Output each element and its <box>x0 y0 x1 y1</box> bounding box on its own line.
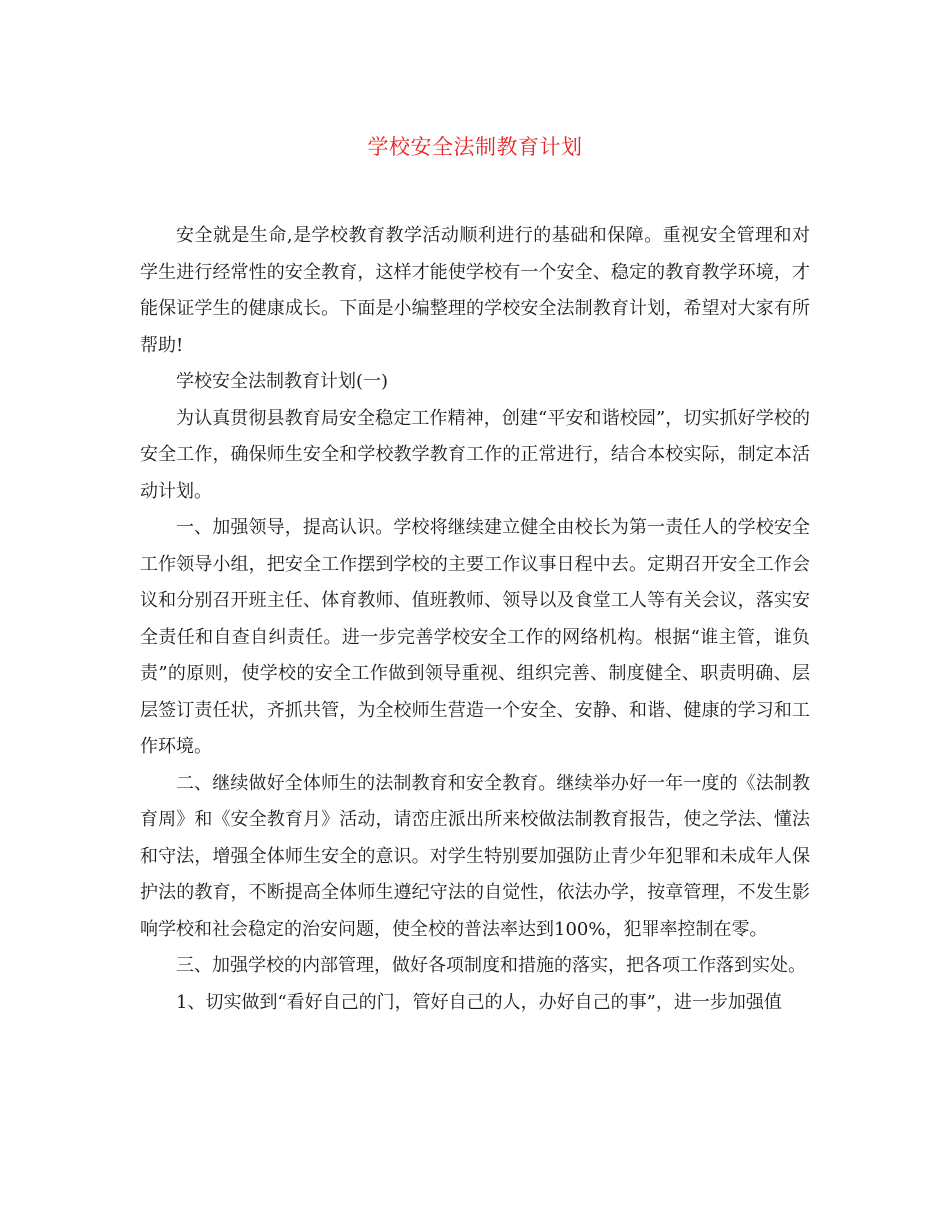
paragraph-subitem-1: 1、切实做到“看好自己的门，管好自己的人，办好自己的事”，进一步加强值 <box>176 991 782 1013</box>
paragraph-section-heading: 学校安全法制教育计划(一) <box>176 371 389 392</box>
document-body <box>140 218 810 1021</box>
paragraph-intro: 安全就是生命,是学校教育教学活动顺利进行的基础和保障。重视安全管理和对学生进行经常性的安全教育，这样才能使学校有一个安全、稳定的教育教学环境，才能保证学生的健康成长。下面是小编整理的学校安全法制教育计划，希望对大家有所帮助! <box>140 225 810 356</box>
paragraph-item-2: 二、继续做好全体师生的法制教育和安全教育。继续举办好一年一度的《法制教育周》和《安全教育月》活动，请峦庄派出所来校做法制教育报告，使之学法、懂法和守法，增强全体师生安全的意识。对学生特别要加强防止青少年犯罪和未成年人保护法的教育，不断提高全体师生遵纪守法的自觉性，依法办学，按章管理，不发生影响学校和社会稳定的治安问题，使全校的普法率达到100%，犯罪率控制在零。 <box>140 772 810 940</box>
document-title: 学校安全法制教育计划 <box>367 135 583 159</box>
paragraph-purpose: 为认真贯彻县教育局安全稳定工作精神，创建“平安和谐校园”，切实抓好学校的安全工作，确保师生安全和学校教学教育工作的正常进行，结合本校实际，制定本活动计划。 <box>140 407 810 502</box>
paragraph-item-1: 一、加强领导，提高认识。学校将继续建立健全由校长为第一责任人的学校安全工作领导小组，把安全工作摆到学校的主要工作议事日程中去。定期召开安全工作会议和分别召开班主任、体育教师、值班教师、领导以及食堂工人等有关会议，落实安全责任和自查自纠责任。进一步完善学校安全工作的网络机构。根据“谁主管，谁负责”的原则，使学校的安全工作做到领导重视、组织完善、制度健全、职责明确、层层签订责任状，齐抓共管，为全校师生营造一个安全、安静、和谐、健康的学习和工作环境。 <box>140 517 810 757</box>
paragraph-item-3: 三、加强学校的内部管理，做好各项制度和措施的落实，把各项工作落到实处。 <box>176 955 806 976</box>
